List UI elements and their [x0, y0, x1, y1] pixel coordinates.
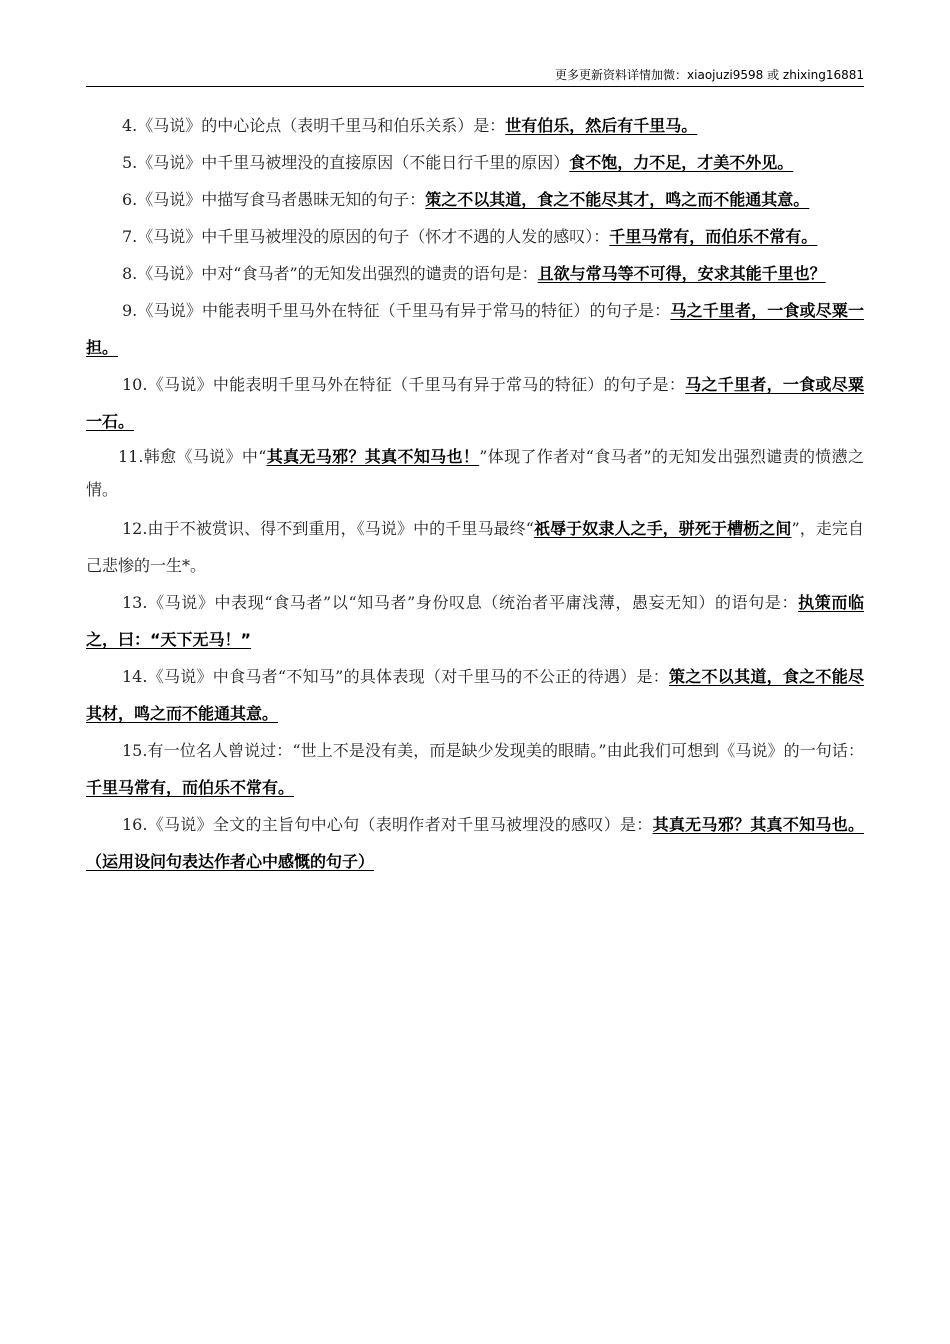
list-item	[86, 107, 864, 144]
item-question-tail: ”，走完自己悲惨的一生*。	[86, 519, 864, 575]
item-answer: 千里马常有，而伯乐不常有。	[86, 778, 295, 797]
list-item	[86, 292, 864, 366]
item-number: 15.	[122, 741, 148, 760]
item-number: 7.	[122, 227, 138, 246]
item-question: 《马说》中表现“食马者”以“知马者”身份叹息（统治者平庸浅薄，愚妄无知）的语句是：	[147, 593, 799, 612]
item-number: 9.	[122, 301, 138, 320]
list-item	[86, 181, 864, 218]
item-question: 《马说》中千里马被埋没的直接原因（不能日行千里的原因）	[137, 153, 570, 172]
item-number: 6.	[122, 190, 138, 209]
list-item	[86, 366, 864, 440]
item-answer: 其真无马邪？其真不知马也。（运用设问句表达作者心中感慨的句子）	[86, 815, 864, 871]
item-number: 11.	[118, 447, 144, 466]
item-answer: 世有伯乐，然后有千里马。	[505, 116, 698, 135]
item-question: 《马说》中能表明千里马外在特征（千里马有异于常马的特征）的句子是：	[147, 375, 686, 394]
item-question: 《马说》中描写食马者愚昧无知的句子：	[137, 190, 426, 209]
item-question: 有一位名人曾说过：“世上不是没有美，而是缺少发现美的眼睛。”由此我们可想到《马说》的一句话：	[147, 741, 864, 760]
item-answer: 策之不以其道，食之不能尽其才，鸣之而不能通其意。	[425, 190, 810, 209]
list-item	[86, 732, 864, 806]
item-answer: 食不饱，力不足，才美不外见。	[569, 153, 794, 172]
item-answer: 千里马常有，而伯乐不常有。	[609, 227, 818, 246]
header-divider	[86, 86, 864, 87]
item-answer: 其真无马邪？其真不知马也！	[266, 447, 480, 466]
item-answer: 祇辱于奴隶人之手，骈死于槽枥之间	[533, 519, 792, 538]
list-item	[86, 658, 864, 732]
list-item	[86, 584, 864, 658]
item-question: 《马说》中对“食马者”的无知发出强烈的谴责的语句是：	[137, 264, 538, 283]
item-number: 16.	[122, 815, 148, 834]
item-number: 14.	[122, 667, 148, 686]
list-item	[86, 218, 864, 255]
item-answer: 策之不以其道，食之不能尽其材，鸣之而不能通其意。	[86, 667, 864, 723]
list-item	[86, 510, 864, 584]
list-item	[86, 255, 864, 292]
item-number: 8.	[122, 264, 138, 283]
header-text: 更多更新资料详情加微：xiaojuzi9598 或 zhixing16881	[555, 68, 864, 82]
item-number: 5.	[122, 153, 138, 172]
item-number: 4.	[122, 116, 138, 135]
item-answer: 马之千里者，一食或尽粟一石。	[86, 375, 864, 431]
item-number: 13.	[122, 593, 148, 612]
item-answer: 马之千里者，一食或尽粟一担。	[86, 301, 864, 357]
list-item	[86, 806, 864, 880]
item-question: 《马说》中能表明千里马外在特征（千里马有异于常马的特征）的句子是：	[137, 301, 671, 320]
list-item	[86, 440, 864, 506]
item-question: 《马说》中千里马被埋没的原因的句子（怀才不遇的人发的感叹）：	[137, 227, 610, 246]
item-question: 《马说》的中心论点（表明千里马和伯乐关系）是：	[137, 116, 506, 135]
item-number: 12.	[122, 519, 148, 538]
item-question: 韩愈《马说》中“	[143, 447, 267, 466]
item-answer: 且欲与常马等不可得，安求其能千里也？	[537, 264, 826, 283]
item-question: 《马说》全文的主旨句中心句（表明作者对千里马被埋没的感叹）是：	[147, 815, 653, 834]
question-list	[86, 107, 864, 880]
item-answer: 执策而临之，曰：“天下无马！”	[86, 593, 864, 649]
item-question-tail: ”体现了作者对“食马者”的无知发出强烈谴责的愤懑之情。	[86, 447, 864, 499]
list-item	[86, 144, 864, 181]
item-question: 由于不被赏识、得不到重用，《马说》中的千里马最终“	[147, 519, 534, 538]
item-number: 10.	[122, 375, 148, 394]
item-question: 《马说》中食马者“不知马”的具体表现（对千里马的不公正的待遇）是：	[147, 667, 669, 686]
